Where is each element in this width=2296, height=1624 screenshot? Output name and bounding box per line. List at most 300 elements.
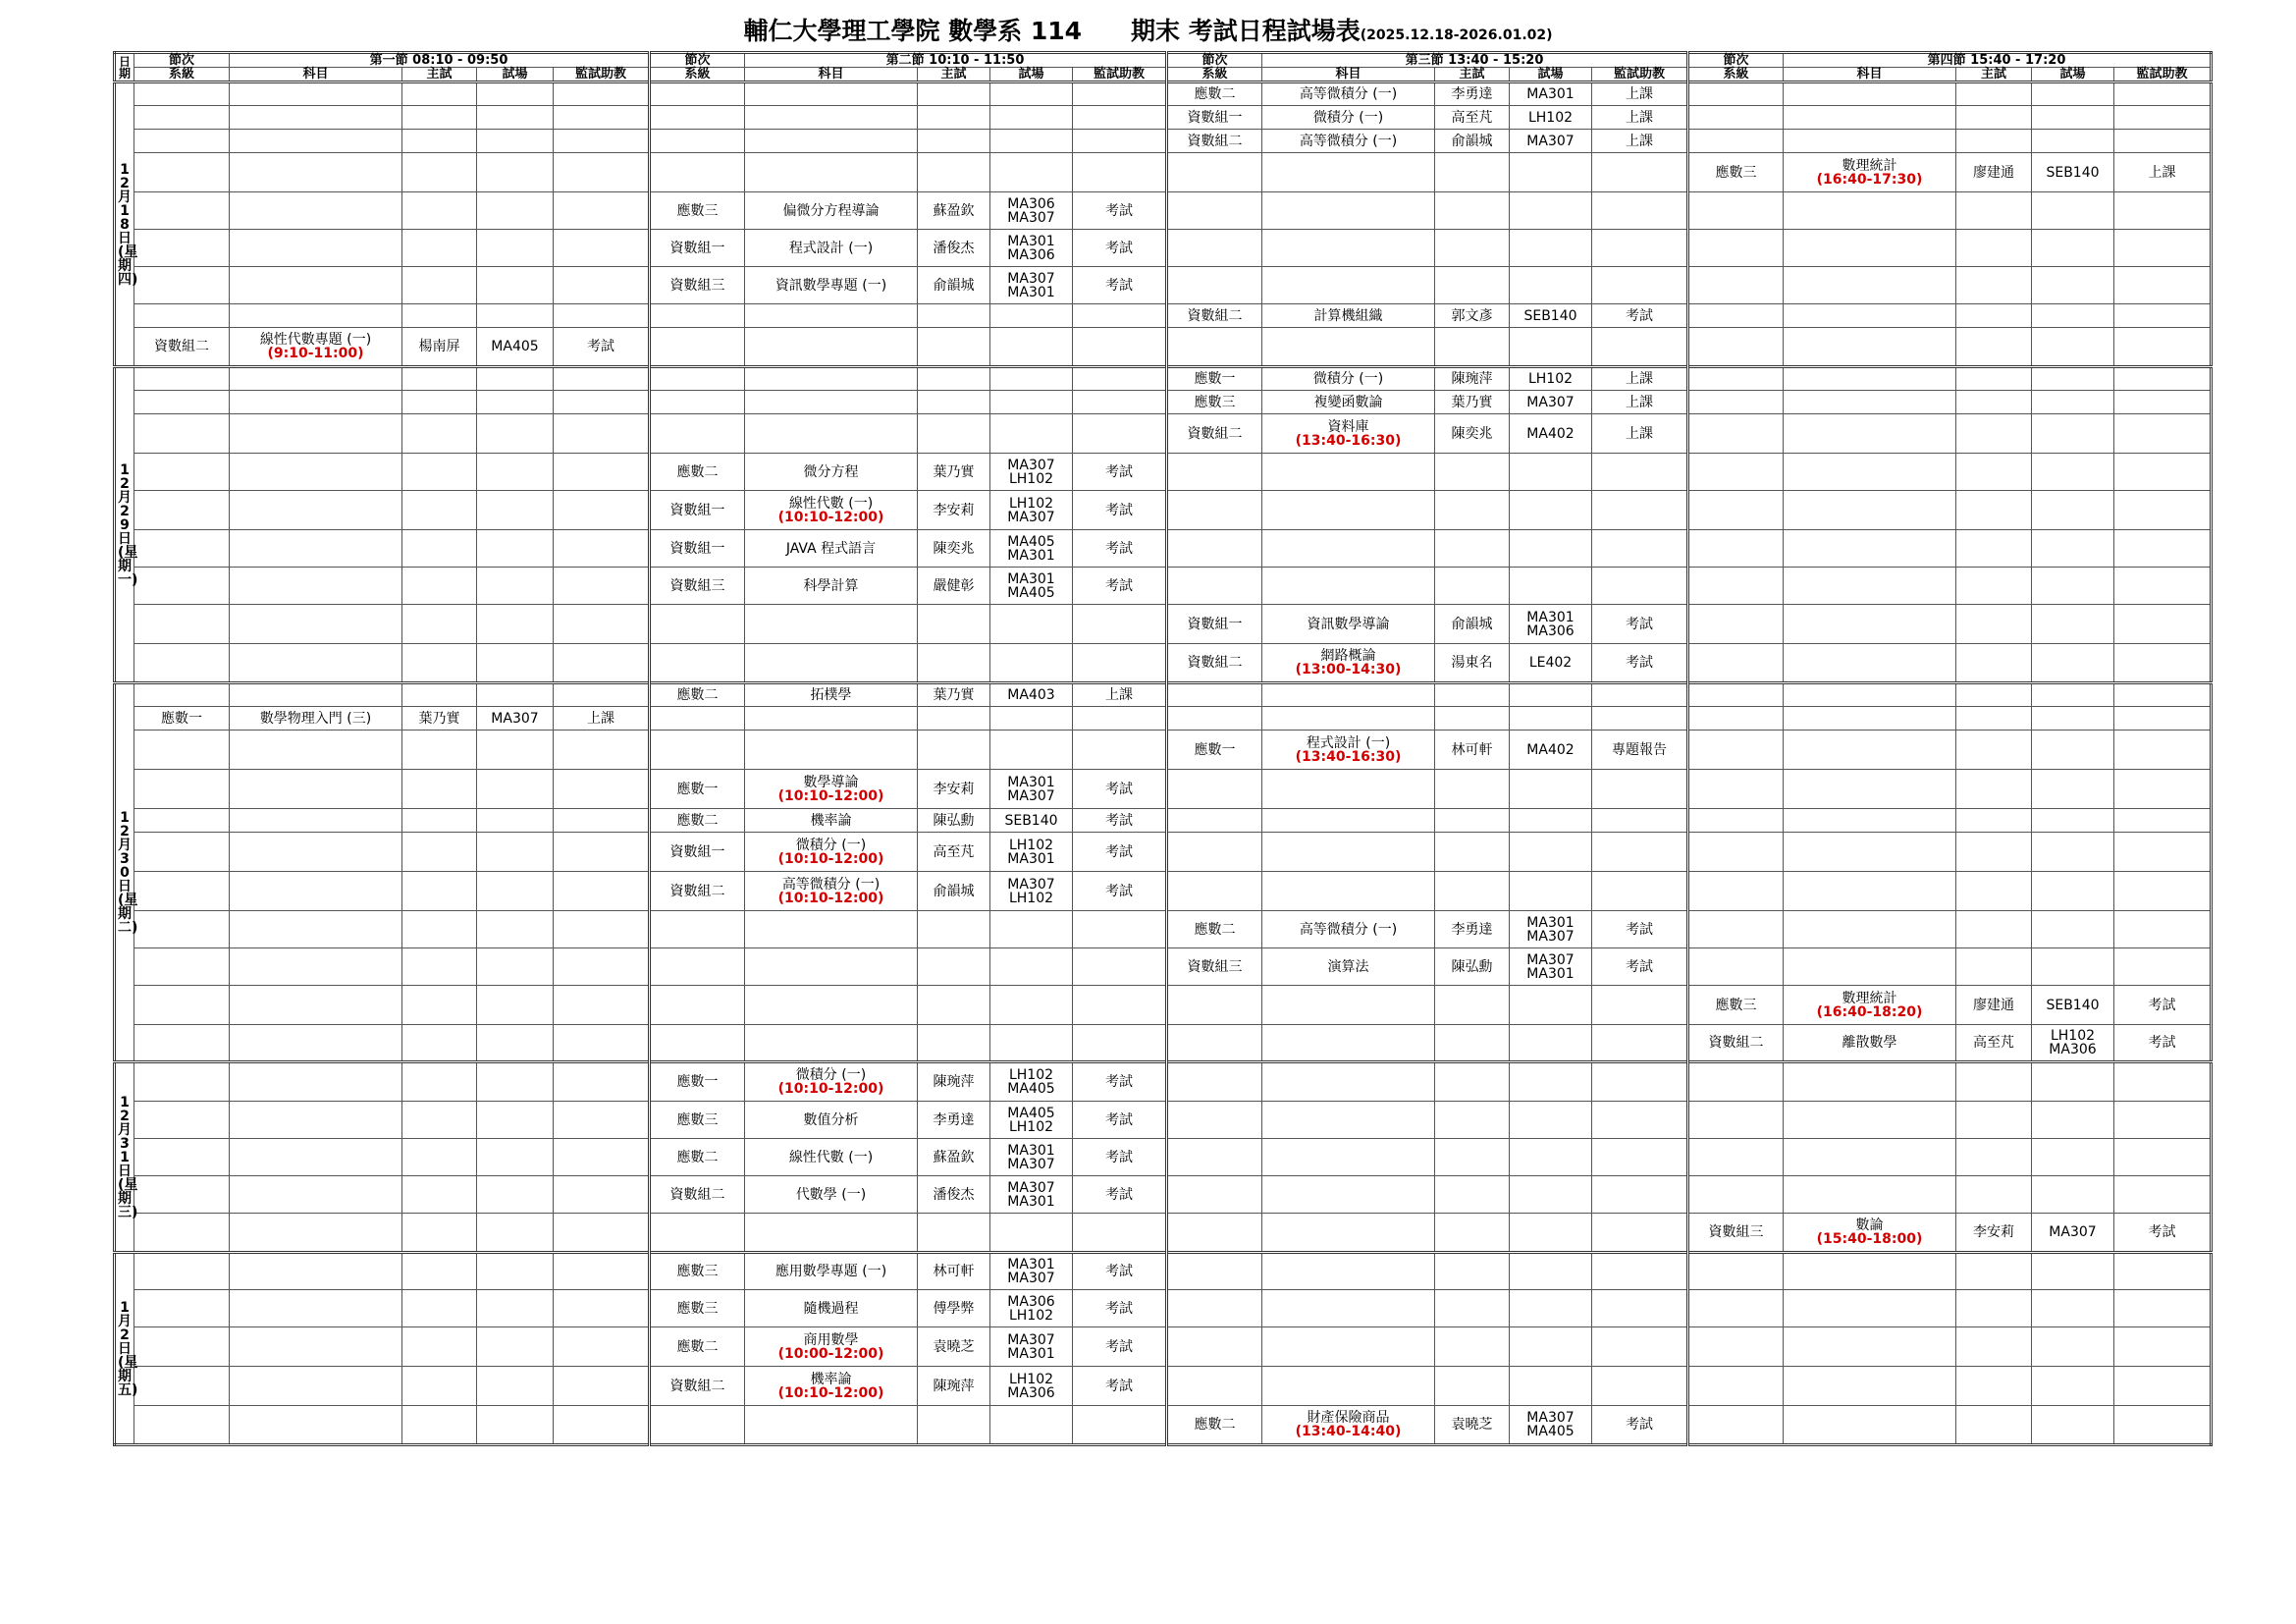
class-cell bbox=[650, 130, 745, 153]
proctor-cell bbox=[918, 770, 990, 809]
proctor-name: 湯東名 bbox=[1451, 655, 1493, 671]
class-cell bbox=[134, 1062, 230, 1102]
exam-room: MA301 bbox=[1526, 86, 1575, 102]
room-cell bbox=[477, 707, 554, 731]
room-cell bbox=[477, 230, 554, 267]
subject-cell bbox=[745, 731, 918, 770]
room-cell bbox=[477, 391, 554, 414]
proctor-cell bbox=[1435, 1176, 1510, 1214]
assistant-cell bbox=[554, 809, 650, 833]
class-cell bbox=[134, 568, 230, 605]
room-cell bbox=[2032, 1290, 2114, 1327]
subject-cell bbox=[1262, 683, 1435, 707]
room-cell bbox=[1510, 731, 1592, 770]
assistant-cell bbox=[2114, 683, 2212, 707]
special-exam-time: (15:40-18:00) bbox=[1816, 1231, 1923, 1247]
schedule-row bbox=[115, 192, 2212, 230]
proctor-cell bbox=[918, 304, 990, 328]
subject-name: 線性代數 (一) bbox=[788, 1149, 874, 1165]
assistant-note: 上課 bbox=[2148, 164, 2176, 181]
class-header-label: 系級 bbox=[1201, 67, 1228, 81]
proctor-cell bbox=[1956, 304, 2032, 328]
subject-cell bbox=[745, 1025, 918, 1062]
class-cell bbox=[134, 644, 230, 683]
schedule-row bbox=[115, 707, 2212, 731]
proctor-name: 郭文彥 bbox=[1451, 307, 1493, 324]
room-cell bbox=[2032, 986, 2114, 1025]
class-name: 應數三 bbox=[676, 202, 719, 219]
assistant-cell bbox=[1073, 948, 1167, 986]
class-cell bbox=[650, 1290, 745, 1327]
room-cell bbox=[477, 731, 554, 770]
class-cell bbox=[134, 1025, 230, 1062]
subject-cell bbox=[1262, 192, 1435, 230]
subject-cell bbox=[230, 986, 402, 1025]
special-exam-time: (16:40-17:30) bbox=[1816, 171, 1923, 188]
proctor-name: 蘇盈欽 bbox=[933, 1149, 975, 1165]
proctor-cell bbox=[1435, 454, 1510, 491]
assistant-note: 考試 bbox=[1105, 502, 1133, 518]
subject-cell bbox=[230, 1139, 402, 1176]
class-name: 資數組二 bbox=[669, 883, 725, 899]
schedule-row bbox=[115, 1406, 2212, 1445]
exam-room: MA307 MA301 bbox=[1526, 951, 1575, 982]
class-cell bbox=[1167, 267, 1262, 304]
proctor-cell bbox=[918, 414, 990, 454]
class-name: 應數一 bbox=[1194, 371, 1236, 387]
class-cell bbox=[134, 731, 230, 770]
room-cell bbox=[990, 391, 1073, 414]
assistant-cell bbox=[1592, 367, 1688, 391]
class-cell bbox=[650, 770, 745, 809]
proctor-cell bbox=[1956, 230, 2032, 267]
subject-name: 數理統計 bbox=[1842, 157, 1897, 174]
subject-cell bbox=[745, 809, 918, 833]
schedule-row bbox=[115, 230, 2212, 267]
exam-date: 1月2日(星期五) bbox=[118, 1299, 138, 1398]
room-cell bbox=[990, 731, 1073, 770]
room-cell bbox=[477, 304, 554, 328]
subject-cell bbox=[1784, 153, 1956, 192]
proctor-cell bbox=[918, 1102, 990, 1139]
class-name: 應數二 bbox=[676, 463, 719, 480]
proctor-cell bbox=[1956, 731, 2032, 770]
class-cell bbox=[1688, 644, 1784, 683]
class-cell bbox=[650, 367, 745, 391]
assistant-cell bbox=[554, 833, 650, 872]
room-cell bbox=[2032, 230, 2114, 267]
assistant-note: 考試 bbox=[1105, 1111, 1133, 1128]
period-time-header bbox=[745, 53, 1167, 68]
subject-cell bbox=[1784, 82, 1956, 106]
room-cell bbox=[1510, 1139, 1592, 1176]
title-date-range: (2025.12.18-2026.01.02) bbox=[1360, 27, 1553, 43]
class-cell bbox=[1688, 1290, 1784, 1327]
assistant-cell bbox=[1592, 192, 1688, 230]
class-cell bbox=[134, 1253, 230, 1290]
class-cell bbox=[1688, 414, 1784, 454]
subject-name: 微分方程 bbox=[803, 463, 859, 480]
room-cell bbox=[2032, 328, 2114, 367]
assistant-cell bbox=[2114, 1214, 2212, 1253]
assistant-cell bbox=[1592, 568, 1688, 605]
room-cell bbox=[477, 491, 554, 530]
exam-room: MA405 LH102 bbox=[1007, 1105, 1055, 1135]
subject-name: 拓樸學 bbox=[810, 687, 852, 703]
proctor-cell bbox=[1956, 707, 2032, 731]
subject-cell bbox=[745, 833, 918, 872]
subject-cell bbox=[230, 328, 402, 367]
subject-cell bbox=[745, 986, 918, 1025]
assistant-cell bbox=[1592, 1290, 1688, 1327]
assistant-cell bbox=[1592, 153, 1688, 192]
proctor-cell bbox=[1435, 809, 1510, 833]
period-label: 節次 bbox=[168, 53, 194, 68]
subject-cell bbox=[745, 1367, 918, 1406]
assistant-cell bbox=[2114, 770, 2212, 809]
assistant-note: 上課 bbox=[1105, 687, 1133, 703]
assistant-cell bbox=[1592, 414, 1688, 454]
proctor-name: 陳奕兆 bbox=[933, 540, 975, 557]
class-name: 資數組二 bbox=[1708, 1035, 1764, 1051]
assistant-cell bbox=[1073, 1253, 1167, 1290]
room-cell bbox=[990, 130, 1073, 153]
subject-name: 網路概論 bbox=[1320, 648, 1376, 664]
class-name: 資數組一 bbox=[1187, 109, 1243, 126]
proctor-cell bbox=[1435, 328, 1510, 367]
period-label-header bbox=[1167, 53, 1262, 68]
field-column-header bbox=[1956, 68, 2032, 82]
class-cell bbox=[1688, 391, 1784, 414]
proctor-cell bbox=[402, 731, 477, 770]
class-name: 應數二 bbox=[676, 812, 719, 829]
assistant-cell bbox=[1073, 644, 1167, 683]
class-cell bbox=[650, 1327, 745, 1367]
room-cell bbox=[477, 1025, 554, 1062]
assistant-cell bbox=[554, 1367, 650, 1406]
assistant-cell bbox=[2114, 1025, 2212, 1062]
assistant-note: 考試 bbox=[1105, 463, 1133, 480]
proctor-cell bbox=[1435, 770, 1510, 809]
assistant-note: 考試 bbox=[587, 339, 614, 354]
subject-cell bbox=[1784, 328, 1956, 367]
class-cell bbox=[1688, 1253, 1784, 1290]
assistant-cell bbox=[554, 454, 650, 491]
proctor-cell bbox=[1435, 568, 1510, 605]
assistant-cell bbox=[1592, 230, 1688, 267]
room-cell bbox=[990, 1214, 1073, 1253]
proctor-cell bbox=[1956, 1102, 2032, 1139]
exam-date: 12月18日(星期四) bbox=[118, 161, 138, 288]
proctor-cell bbox=[918, 948, 990, 986]
subject-name: 高等微積分 (一) bbox=[781, 876, 881, 893]
assistant-cell bbox=[2114, 1367, 2212, 1406]
class-cell bbox=[1688, 530, 1784, 568]
proctor-cell bbox=[1956, 872, 2032, 911]
class-cell bbox=[1167, 1214, 1262, 1253]
proctor-cell bbox=[1435, 230, 1510, 267]
subject-cell bbox=[1784, 770, 1956, 809]
proctor-cell bbox=[402, 414, 477, 454]
proctor-cell bbox=[402, 948, 477, 986]
subject-cell bbox=[230, 1062, 402, 1102]
proctor-cell bbox=[918, 153, 990, 192]
class-cell bbox=[134, 304, 230, 328]
assistant-cell bbox=[2114, 192, 2212, 230]
proctor-cell bbox=[918, 106, 990, 130]
class-cell bbox=[1167, 1025, 1262, 1062]
room-cell bbox=[477, 644, 554, 683]
schedule-row bbox=[115, 1139, 2212, 1176]
room-cell bbox=[990, 367, 1073, 391]
room-cell bbox=[1510, 833, 1592, 872]
proctor-cell bbox=[402, 367, 477, 391]
assistant-cell bbox=[554, 605, 650, 644]
class-cell bbox=[1688, 872, 1784, 911]
room-cell bbox=[2032, 683, 2114, 707]
assistant-cell bbox=[1592, 1406, 1688, 1445]
subject-cell bbox=[230, 568, 402, 605]
class-name: 資數組二 bbox=[669, 1186, 725, 1203]
proctor-name: 林可軒 bbox=[1451, 741, 1493, 758]
field-column-header bbox=[918, 68, 990, 82]
assistant-cell bbox=[1073, 414, 1167, 454]
class-name: 資數組一 bbox=[669, 240, 725, 256]
room-cell bbox=[990, 82, 1073, 106]
special-exam-time: (10:00-12:00) bbox=[777, 1345, 884, 1362]
class-cell bbox=[1688, 1327, 1784, 1367]
class-cell bbox=[134, 1214, 230, 1253]
assistant-note: 考試 bbox=[1105, 1264, 1133, 1279]
exam-room: LH102 MA301 bbox=[1007, 837, 1055, 867]
class-column-header bbox=[1688, 68, 1784, 82]
class-name: 應數二 bbox=[676, 1149, 719, 1165]
class-cell bbox=[134, 267, 230, 304]
schedule-row bbox=[115, 454, 2212, 491]
assistant-cell bbox=[2114, 809, 2212, 833]
room-cell bbox=[477, 414, 554, 454]
room-cell bbox=[1510, 1406, 1592, 1445]
assistant-cell bbox=[1592, 328, 1688, 367]
room-cell bbox=[1510, 267, 1592, 304]
schedule-row bbox=[115, 948, 2212, 986]
class-cell bbox=[134, 192, 230, 230]
assistant-cell bbox=[2114, 414, 2212, 454]
assistant-cell bbox=[1073, 809, 1167, 833]
period-time-header bbox=[1784, 53, 2212, 68]
room-cell bbox=[477, 833, 554, 872]
room-cell bbox=[1510, 82, 1592, 106]
room-cell bbox=[990, 986, 1073, 1025]
subject-cell bbox=[1784, 1139, 1956, 1176]
subject-cell bbox=[230, 707, 402, 731]
subject-name: 數學物理入門 (三) bbox=[259, 710, 372, 727]
assistant-cell bbox=[1592, 1102, 1688, 1139]
class-cell bbox=[134, 1367, 230, 1406]
room-cell bbox=[2032, 770, 2114, 809]
subject-cell bbox=[230, 530, 402, 568]
exam-room: LH102 MA405 bbox=[1007, 1067, 1055, 1097]
class-cell bbox=[1167, 948, 1262, 986]
subject-cell bbox=[1784, 106, 1956, 130]
date-cell bbox=[115, 1062, 138, 1253]
date-cell bbox=[115, 367, 138, 683]
proctor-cell bbox=[1956, 770, 2032, 809]
class-cell bbox=[1167, 414, 1262, 454]
exam-room: MA307 LH102 bbox=[1007, 457, 1055, 487]
assistant-cell bbox=[2114, 948, 2212, 986]
assistant-cell bbox=[1073, 770, 1167, 809]
proctor-cell bbox=[918, 1290, 990, 1327]
proctor-cell bbox=[918, 683, 990, 707]
class-cell bbox=[1167, 192, 1262, 230]
room-cell bbox=[2032, 82, 2114, 106]
class-cell bbox=[134, 82, 230, 106]
assistant-cell bbox=[2114, 986, 2212, 1025]
class-cell bbox=[1688, 491, 1784, 530]
assistant-cell bbox=[2114, 82, 2212, 106]
room-cell bbox=[2032, 1102, 2114, 1139]
room-cell bbox=[990, 153, 1073, 192]
field-header-label: 監試助教 bbox=[2136, 67, 2188, 81]
room-cell bbox=[477, 454, 554, 491]
subject-cell bbox=[1784, 809, 1956, 833]
subject-cell bbox=[230, 1025, 402, 1062]
subject-cell bbox=[745, 192, 918, 230]
room-cell bbox=[1510, 644, 1592, 683]
special-exam-time: (9:10-11:00) bbox=[267, 346, 364, 361]
assistant-cell bbox=[2114, 644, 2212, 683]
special-exam-time: (10:10-12:00) bbox=[777, 1384, 884, 1401]
assistant-cell bbox=[2114, 568, 2212, 605]
schedule-row bbox=[115, 267, 2212, 304]
subject-cell bbox=[230, 644, 402, 683]
room-cell bbox=[477, 770, 554, 809]
room-cell bbox=[1510, 809, 1592, 833]
proctor-cell bbox=[402, 454, 477, 491]
field-header-label: 科目 bbox=[1856, 67, 1883, 81]
class-cell bbox=[1167, 683, 1262, 707]
subject-cell bbox=[1262, 106, 1435, 130]
subject-cell bbox=[230, 770, 402, 809]
schedule-row bbox=[115, 1290, 2212, 1327]
schedule-row bbox=[115, 731, 2212, 770]
room-cell bbox=[2032, 414, 2114, 454]
subject-cell bbox=[1784, 1253, 1956, 1290]
schedule-row bbox=[115, 1102, 2212, 1139]
room-cell bbox=[1510, 130, 1592, 153]
assistant-cell bbox=[1592, 644, 1688, 683]
subject-cell bbox=[230, 1367, 402, 1406]
assistant-note: 考試 bbox=[1105, 1300, 1133, 1317]
field-header-label: 科目 bbox=[302, 67, 329, 81]
room-cell bbox=[1510, 1327, 1592, 1367]
proctor-cell bbox=[402, 809, 477, 833]
room-cell bbox=[1510, 1367, 1592, 1406]
class-name: 資數組一 bbox=[669, 843, 725, 860]
proctor-cell bbox=[918, 192, 990, 230]
class-cell bbox=[1688, 230, 1784, 267]
room-cell bbox=[990, 304, 1073, 328]
proctor-cell bbox=[1956, 948, 2032, 986]
subject-cell bbox=[1784, 1406, 1956, 1445]
proctor-name: 俞韻城 bbox=[933, 883, 975, 899]
class-name: 資數組二 bbox=[1187, 133, 1243, 149]
proctor-cell bbox=[918, 1253, 990, 1290]
subject-cell bbox=[230, 911, 402, 948]
assistant-note: 考試 bbox=[1626, 616, 1653, 632]
exam-room: MA301 MA306 bbox=[1007, 233, 1055, 263]
room-cell bbox=[1510, 707, 1592, 731]
assistant-note: 考試 bbox=[1626, 1417, 1653, 1433]
class-cell bbox=[650, 1214, 745, 1253]
assistant-cell bbox=[554, 568, 650, 605]
proctor-cell bbox=[1435, 872, 1510, 911]
class-cell bbox=[1688, 911, 1784, 948]
subject-cell bbox=[1784, 1102, 1956, 1139]
exam-room: MA306 LH102 bbox=[1007, 1293, 1055, 1324]
room-cell bbox=[990, 1025, 1073, 1062]
subject-cell bbox=[1784, 491, 1956, 530]
assistant-note: 考試 bbox=[1105, 577, 1133, 594]
room-cell bbox=[1510, 304, 1592, 328]
proctor-cell bbox=[1956, 568, 2032, 605]
room-cell bbox=[2032, 872, 2114, 911]
room-cell bbox=[1510, 106, 1592, 130]
proctor-name: 李安莉 bbox=[933, 781, 975, 797]
assistant-cell bbox=[554, 872, 650, 911]
room-cell bbox=[477, 1062, 554, 1102]
proctor-cell bbox=[402, 872, 477, 911]
exam-date: 12月31日(星期三) bbox=[118, 1094, 138, 1220]
assistant-cell bbox=[1592, 986, 1688, 1025]
proctor-cell bbox=[1956, 1367, 2032, 1406]
class-cell bbox=[134, 986, 230, 1025]
room-cell bbox=[990, 230, 1073, 267]
subject-cell bbox=[745, 454, 918, 491]
proctor-name: 李勇達 bbox=[1451, 86, 1493, 102]
room-cell bbox=[477, 809, 554, 833]
room-cell bbox=[1510, 328, 1592, 367]
assistant-cell bbox=[1592, 82, 1688, 106]
class-name: 應數三 bbox=[676, 1111, 719, 1128]
subject-cell bbox=[745, 391, 918, 414]
class-cell bbox=[1688, 707, 1784, 731]
class-cell bbox=[1688, 1062, 1784, 1102]
assistant-note: 上課 bbox=[1626, 109, 1653, 126]
class-cell bbox=[134, 833, 230, 872]
exam-room: MA307 bbox=[491, 710, 539, 727]
room-cell bbox=[2032, 1139, 2114, 1176]
subject-cell bbox=[230, 230, 402, 267]
proctor-cell bbox=[918, 809, 990, 833]
class-name: 資數組二 bbox=[1187, 425, 1243, 442]
assistant-note: 考試 bbox=[1105, 843, 1133, 860]
proctor-cell bbox=[918, 454, 990, 491]
class-cell bbox=[1688, 267, 1784, 304]
exam-room: MA307 bbox=[1526, 133, 1575, 149]
subject-cell bbox=[1784, 644, 1956, 683]
proctor-cell bbox=[1956, 267, 2032, 304]
assistant-note: 考試 bbox=[1626, 958, 1653, 975]
room-cell bbox=[990, 948, 1073, 986]
subject-cell bbox=[745, 304, 918, 328]
proctor-name: 嚴健彰 bbox=[933, 577, 975, 594]
class-name: 應數二 bbox=[676, 687, 719, 703]
proctor-cell bbox=[402, 1290, 477, 1327]
class-cell bbox=[650, 1253, 745, 1290]
assistant-cell bbox=[1073, 82, 1167, 106]
